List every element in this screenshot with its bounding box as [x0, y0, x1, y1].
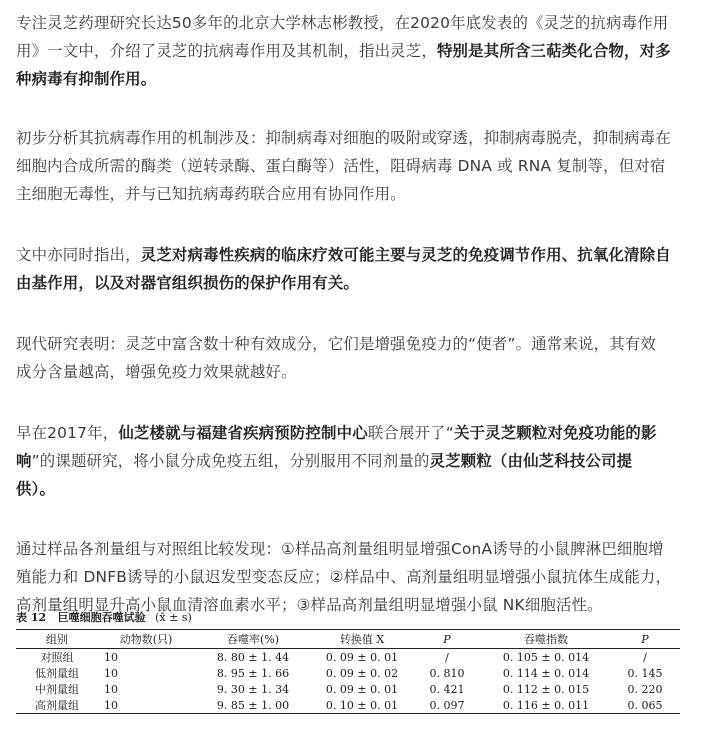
paragraph-line: [16, 124, 696, 152]
bold-text-run: 灵芝对病毒性疾病的临床疗效可能主要与灵芝的免疫调节作用、抗氧化清除自: [140, 246, 671, 264]
bold-text-run: 灵芝颗粒（由仙芝科技公司提: [429, 452, 633, 470]
table-cell: 0. 145: [627, 666, 663, 680]
paragraph-line: [16, 330, 696, 358]
header-cell: 转换值 X: [312, 630, 412, 649]
paragraph-line: [16, 269, 696, 297]
table-cell: 10: [104, 682, 118, 696]
paragraph-line: [16, 358, 696, 386]
text-run: 专注灵芝药理研究长达50多年的北京大学林志彬教授，在2020年底发表的《灵芝的抗病毒作用: [16, 14, 669, 32]
header-cell: P: [610, 630, 680, 649]
header-cell: 组别: [16, 630, 98, 649]
paragraph: [16, 124, 696, 208]
bold-text-run: 种病毒有抑制作用。: [16, 70, 157, 88]
header-cell: 吞噬率(%): [194, 630, 312, 649]
paragraph-line: [16, 475, 696, 503]
table-cell: 9. 30 ± 1. 34: [216, 682, 290, 696]
table-stat-label: (x̄ ± s): [155, 611, 192, 624]
paragraph-line: [16, 563, 696, 591]
paragraph-line: [16, 152, 696, 180]
table-cell: 0. 220: [627, 682, 663, 696]
table-caption: [16, 610, 680, 626]
bold-text-run: 响: [16, 452, 32, 470]
paragraph: [16, 9, 696, 93]
text-run: 早在2017年，: [16, 424, 119, 442]
header-cell: 吞噬指数: [482, 630, 610, 649]
paragraph: [16, 241, 696, 297]
table-cell: 8. 95 ± 1. 66: [216, 666, 290, 680]
data-table: [16, 629, 680, 714]
paragraph: [16, 330, 696, 386]
text-run: 文中亦同时指出，: [16, 246, 141, 264]
text-run: 主细胞无毒性，并与已知抗病毒药联合应用有协同作用。: [16, 185, 406, 203]
header-cell: P: [412, 630, 482, 649]
table-cell: /: [445, 650, 449, 664]
table-cell: 8. 80 ± 1. 44: [216, 650, 290, 664]
table-row: [16, 665, 680, 681]
table-cell: 0. 421: [429, 682, 465, 696]
text-run: ”的课题研究，将小鼠分成免疫五组，分别服用不同剂量的: [31, 452, 430, 470]
paragraph-line: [16, 419, 696, 447]
table-row: [16, 681, 680, 697]
table-cell: 0. 065: [610, 697, 680, 714]
text-run: 初步分析其抗病毒作用的机制涉及：抑制病毒对细胞的吸附或穿透，抑制病毒脱壳，抑制病毒在: [16, 129, 671, 147]
table-cell: 0. 09 ± 0. 01: [325, 682, 399, 696]
text-run: 成分含量越高，增强免疫力效果就越好。: [16, 363, 297, 381]
bold-text-run: 供）。: [16, 480, 56, 498]
text-run: 通过样品各剂量组与对照组比较发现：①样品高剂量组明显增强ConA诱导的小鼠脾淋巴细胞增: [16, 540, 664, 558]
bold-text-run: 由基作用，以及对器官组织损伤的保护作用有关。: [16, 274, 359, 292]
bold-text-run: 特别是其所含三萜类化合物，对多: [436, 42, 671, 60]
table-cell: 9. 85 ± 1. 00: [194, 697, 312, 714]
table-number: 表 12: [16, 611, 47, 624]
bold-text-run: 关于灵芝颗粒对免疫功能的影: [453, 424, 657, 442]
table-cell: 10: [104, 666, 118, 680]
table-figure: [16, 610, 680, 714]
text-run: 殖能力和 DNFB诱导的小鼠迟发型变态反应；②样品中、高剂量组明显增强小鼠抗体生成能力，: [16, 568, 672, 586]
paragraph-line: [16, 535, 696, 563]
table-cell: 0. 116 ± 0. 011: [482, 697, 610, 714]
header-cell: 动物数(只): [98, 630, 194, 649]
table-cell: 对照组: [40, 651, 74, 664]
table-title: 巨噬细胞吞噬试验: [57, 611, 146, 624]
paragraph-line: [16, 37, 696, 65]
table-cell: 10: [104, 650, 118, 664]
text-run: 细胞内合成所需的酶类（逆转录酶、蛋白酶等）活性，阻碍病毒 DNA 或 RNA 复制等，但对宿: [16, 157, 666, 175]
table-cell: /: [643, 650, 647, 664]
paragraph-line: [16, 447, 696, 475]
table-cell: 中剂量组: [35, 683, 79, 696]
table-cell: 0. 09 ± 0. 02: [325, 666, 399, 680]
paragraph-line: [16, 9, 696, 37]
table-cell: 0. 097: [412, 697, 482, 714]
table-cell: 低剂量组: [35, 667, 79, 680]
bold-text-run: 仙芝楼就与福建省疾病预防控制中心: [118, 424, 368, 442]
table-cell: 0. 810: [429, 666, 465, 680]
table-row: [16, 697, 680, 714]
table-header-row: [16, 630, 680, 649]
paragraph: [16, 419, 696, 503]
text-run: 联合展开了“: [367, 424, 454, 442]
table-cell: 0. 112 ± 0. 015: [502, 682, 590, 696]
table-cell: 0. 114 ± 0. 014: [502, 666, 590, 680]
paragraph-line: [16, 241, 696, 269]
text-run: 高剂量组明显升高小鼠血清溶血素水平；③样品高剂量组明显增强小鼠 NK细胞活性。: [16, 596, 603, 614]
paragraph-line: [16, 65, 696, 93]
table-cell: 0. 10 ± 0. 01: [312, 697, 412, 714]
text-run: 用》一文中，介绍了灵芝的抗病毒作用及其机制，指出灵芝，: [16, 42, 437, 60]
table-cell: 0. 09 ± 0. 01: [325, 650, 399, 664]
article-body: [16, 9, 696, 619]
table-cell: 0. 105 ± 0. 014: [502, 650, 590, 664]
table-cell: 高剂量组: [16, 697, 98, 714]
table-cell: 10: [98, 697, 194, 714]
table-row: [16, 649, 680, 666]
paragraph: [16, 535, 696, 619]
text-run: 现代研究表明：灵芝中富含数十种有效成分，它们是增强免疫力的“使者”。通常来说，其有效: [16, 335, 656, 353]
paragraph-line: [16, 180, 696, 208]
